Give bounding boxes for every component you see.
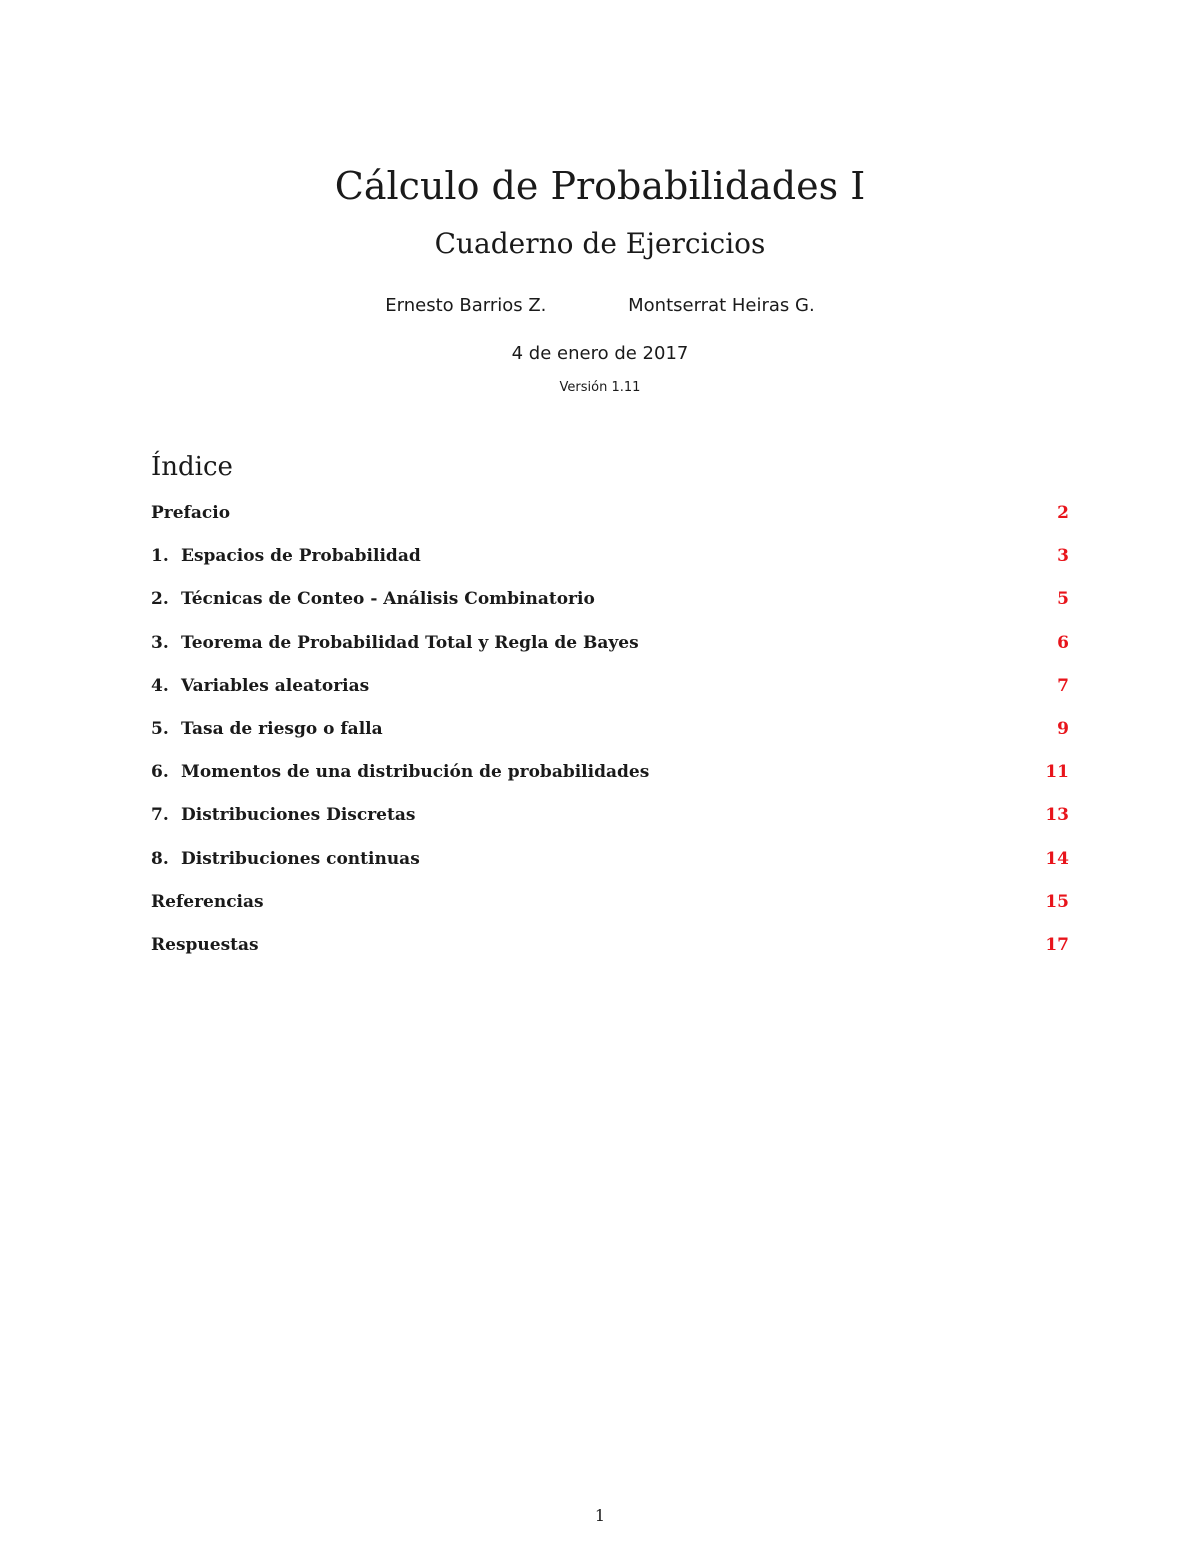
toc-entry-conteo[interactable] <box>151 587 1069 630</box>
toc-entry-number: 7. <box>151 805 169 826</box>
toc-entry-page-link[interactable]: 9 <box>1057 718 1069 739</box>
toc-entry-label[interactable]: Referencias <box>151 891 264 912</box>
author-name: Montserrat Heiras G. <box>628 295 815 316</box>
toc-entry-continuas[interactable] <box>151 847 1069 890</box>
toc-entry-respuestas[interactable] <box>151 933 1069 976</box>
toc-entry-number: 5. <box>151 718 169 739</box>
toc-entry-number: 8. <box>151 848 169 869</box>
toc-entry-number: 4. <box>151 675 169 696</box>
toc-entry-page-link[interactable]: 5 <box>1057 589 1069 610</box>
toc-entry-number: 1. <box>151 546 169 567</box>
toc-entry-prefacio[interactable] <box>151 501 1069 544</box>
toc-entry-label[interactable]: Distribuciones continuas <box>181 848 420 869</box>
toc-entry-page-link[interactable]: 7 <box>1057 675 1069 696</box>
toc-entry-label[interactable]: Tasa de riesgo o falla <box>181 718 383 739</box>
toc-entry-espacios[interactable] <box>151 544 1069 587</box>
document-subtitle: Cuaderno de Ejercicios <box>434 227 766 260</box>
toc-entry-label[interactable]: Teorema de Probabilidad Total y Regla de Bayes <box>181 632 639 653</box>
toc-heading: Índice <box>151 452 233 482</box>
toc-entry-variables[interactable] <box>151 674 1069 717</box>
toc-entry-page-link[interactable]: 15 <box>1045 891 1069 912</box>
toc-entry-number: 6. <box>151 762 169 783</box>
page-number: 1 <box>594 1506 606 1525</box>
table-of-contents <box>151 501 1069 976</box>
author-list <box>0 294 1200 318</box>
toc-entry-momentos[interactable] <box>151 760 1069 803</box>
toc-entry-page-link[interactable]: 11 <box>1045 762 1069 783</box>
toc-entry-page-link[interactable]: 17 <box>1045 934 1069 955</box>
toc-entry-page-link[interactable]: 13 <box>1045 805 1069 826</box>
toc-entry-label[interactable]: Variables aleatorias <box>181 675 370 696</box>
toc-entry-label[interactable]: Espacios de Probabilidad <box>181 546 421 567</box>
author-name: Ernesto Barrios Z. <box>385 295 547 316</box>
document-date: 4 de enero de 2017 <box>511 343 689 364</box>
toc-entry-label[interactable]: Técnicas de Conteo - Análisis Combinatorio <box>181 589 595 610</box>
toc-entry-page-link[interactable]: 2 <box>1057 503 1069 523</box>
toc-entry-label[interactable]: Prefacio <box>151 503 231 523</box>
toc-entry-number: 2. <box>151 589 169 610</box>
toc-entry-bayes[interactable] <box>151 631 1069 674</box>
toc-entry-tasa-riesgo[interactable] <box>151 717 1069 760</box>
toc-entry-page-link[interactable]: 14 <box>1045 848 1069 869</box>
toc-entry-label[interactable]: Respuestas <box>151 934 259 955</box>
toc-entry-label[interactable]: Momentos de una distribución de probabilidades <box>181 762 650 783</box>
toc-entry-page-link[interactable]: 6 <box>1057 632 1069 653</box>
document-title: Cálculo de Probabilidades I <box>334 164 866 208</box>
toc-entry-discretas[interactable] <box>151 803 1069 846</box>
toc-entry-page-link[interactable]: 3 <box>1057 546 1069 567</box>
toc-entry-referencias[interactable] <box>151 890 1069 933</box>
toc-entry-label[interactable]: Distribuciones Discretas <box>181 805 416 826</box>
document-version: Versión 1.11 <box>559 380 641 395</box>
toc-entry-number: 3. <box>151 632 169 653</box>
